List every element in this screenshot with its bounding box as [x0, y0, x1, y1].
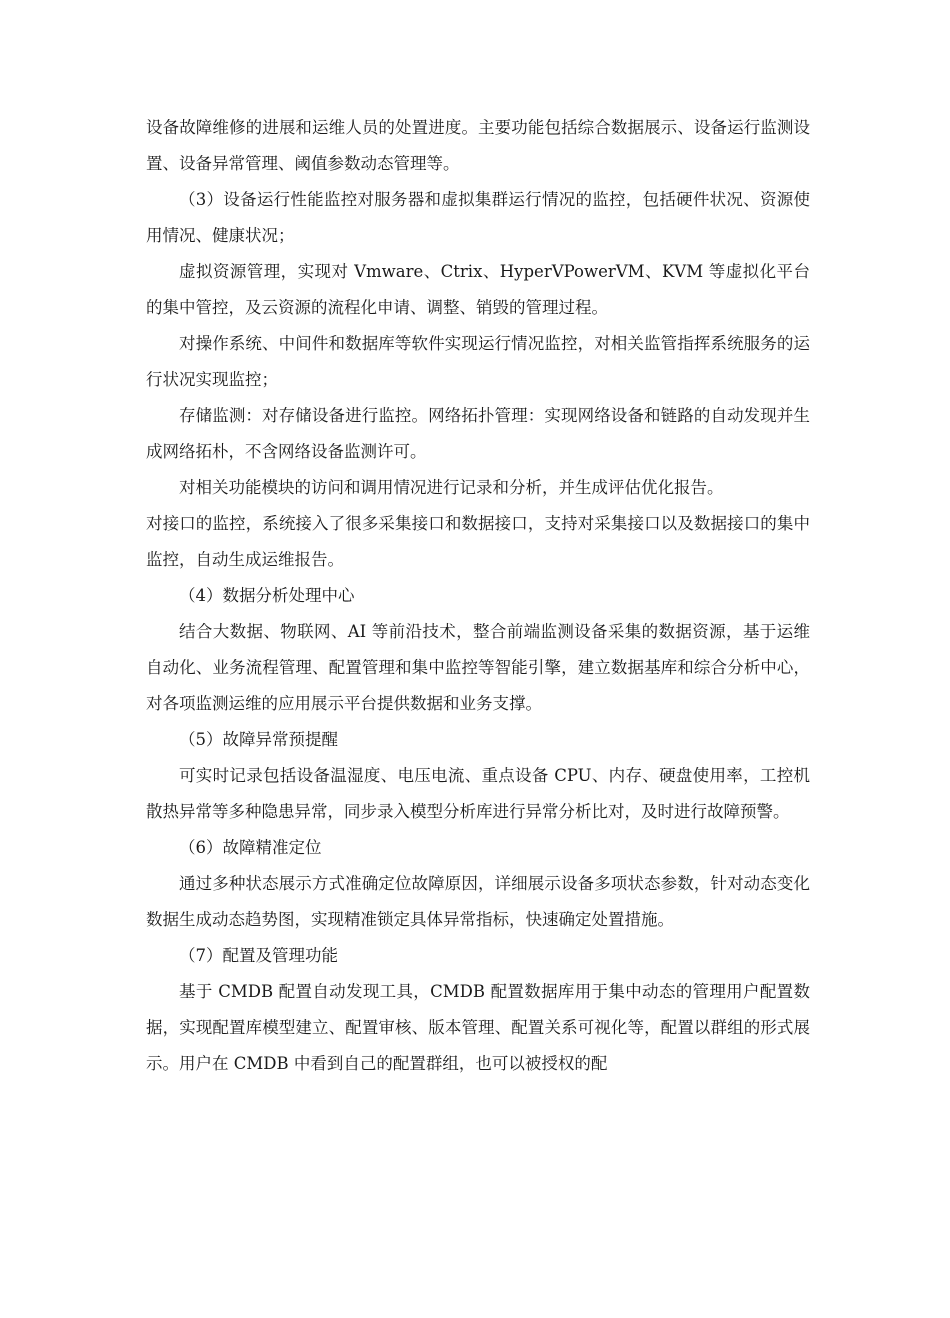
- paragraph-storage-monitoring: 存储监测：对存储设备进行监控。网络拓扑管理：实现网络设备和链路的自动发现并生成网络拓朴，不含网络设备监测许可。: [146, 406, 810, 461]
- heading-section-4: （4）数据分析处理中心: [179, 586, 355, 605]
- paragraph-interface-monitoring: 对接口的监控，系统接入了很多采集接口和数据接口，支持对采集接口以及数据接口的集中监控，自动生成运维报告。: [146, 514, 810, 569]
- paragraph-cmdb: 基于 CMDB 配置自动发现工具，CMDB 配置数据库用于集中动态的管理用户配置数据，实现配置库模型建立、配置审核、版本管理、配置关系可视化等，配置以群组的形式展示。用户在 CMDB 中看到自己的配置群组，也可以被授权的配: [146, 982, 810, 1073]
- paragraph-fault-location: 通过多种状态展示方式准确定位故障原因，详细展示设备多项状态参数，针对动态变化数据生成动态趋势图，实现精准锁定具体异常指标，快速确定处置措施。: [146, 874, 810, 929]
- document-page: [146, 110, 810, 1082]
- paragraph-section-3-heading: （3）设备运行性能监控对服务器和虚拟集群运行情况的监控，包括硬件状况、资源使用情况、健康状况；: [146, 190, 810, 245]
- paragraph-intro: 设备故障维修的进展和运维人员的处置进度。主要功能包括综合数据展示、设备运行监测设置、设备异常管理、阈值参数动态管理等。: [146, 118, 810, 173]
- paragraph-fault-alert: 可实时记录包括设备温湿度、电压电流、重点设备 CPU、内存、硬盘使用率，工控机散热异常等多种隐患异常，同步录入模型分析库进行异常分析比对，及时进行故障预警。: [146, 766, 810, 821]
- heading-section-5: （5）故障异常预提醒: [179, 730, 338, 749]
- paragraph-access-logging: 对相关功能模块的访问和调用情况进行记录和分析，并生成评估优化报告。: [179, 478, 724, 497]
- heading-section-7: （7）配置及管理功能: [179, 946, 338, 965]
- paragraph-software-monitoring: 对操作系统、中间件和数据库等软件实现运行情况监控，对相关监管指挥系统服务的运行状况实现监控；: [146, 334, 810, 389]
- paragraph-virtual-resource: 虚拟资源管理，实现对 Vmware、Ctrix、HyperVPowerVM、KVM 等虚拟化平台的集中管控，及云资源的流程化申请、调整、销毁的管理过程。: [146, 262, 810, 317]
- heading-section-6: （6）故障精准定位: [179, 838, 322, 857]
- paragraph-data-analysis: 结合大数据、物联网、AI 等前沿技术，整合前端监测设备采集的数据资源，基于运维自动化、业务流程管理、配置管理和集中监控等智能引擎，建立数据基库和综合分析中心，对各项监测运维的应用展示平台提供数据和业务支撑。: [146, 622, 810, 713]
